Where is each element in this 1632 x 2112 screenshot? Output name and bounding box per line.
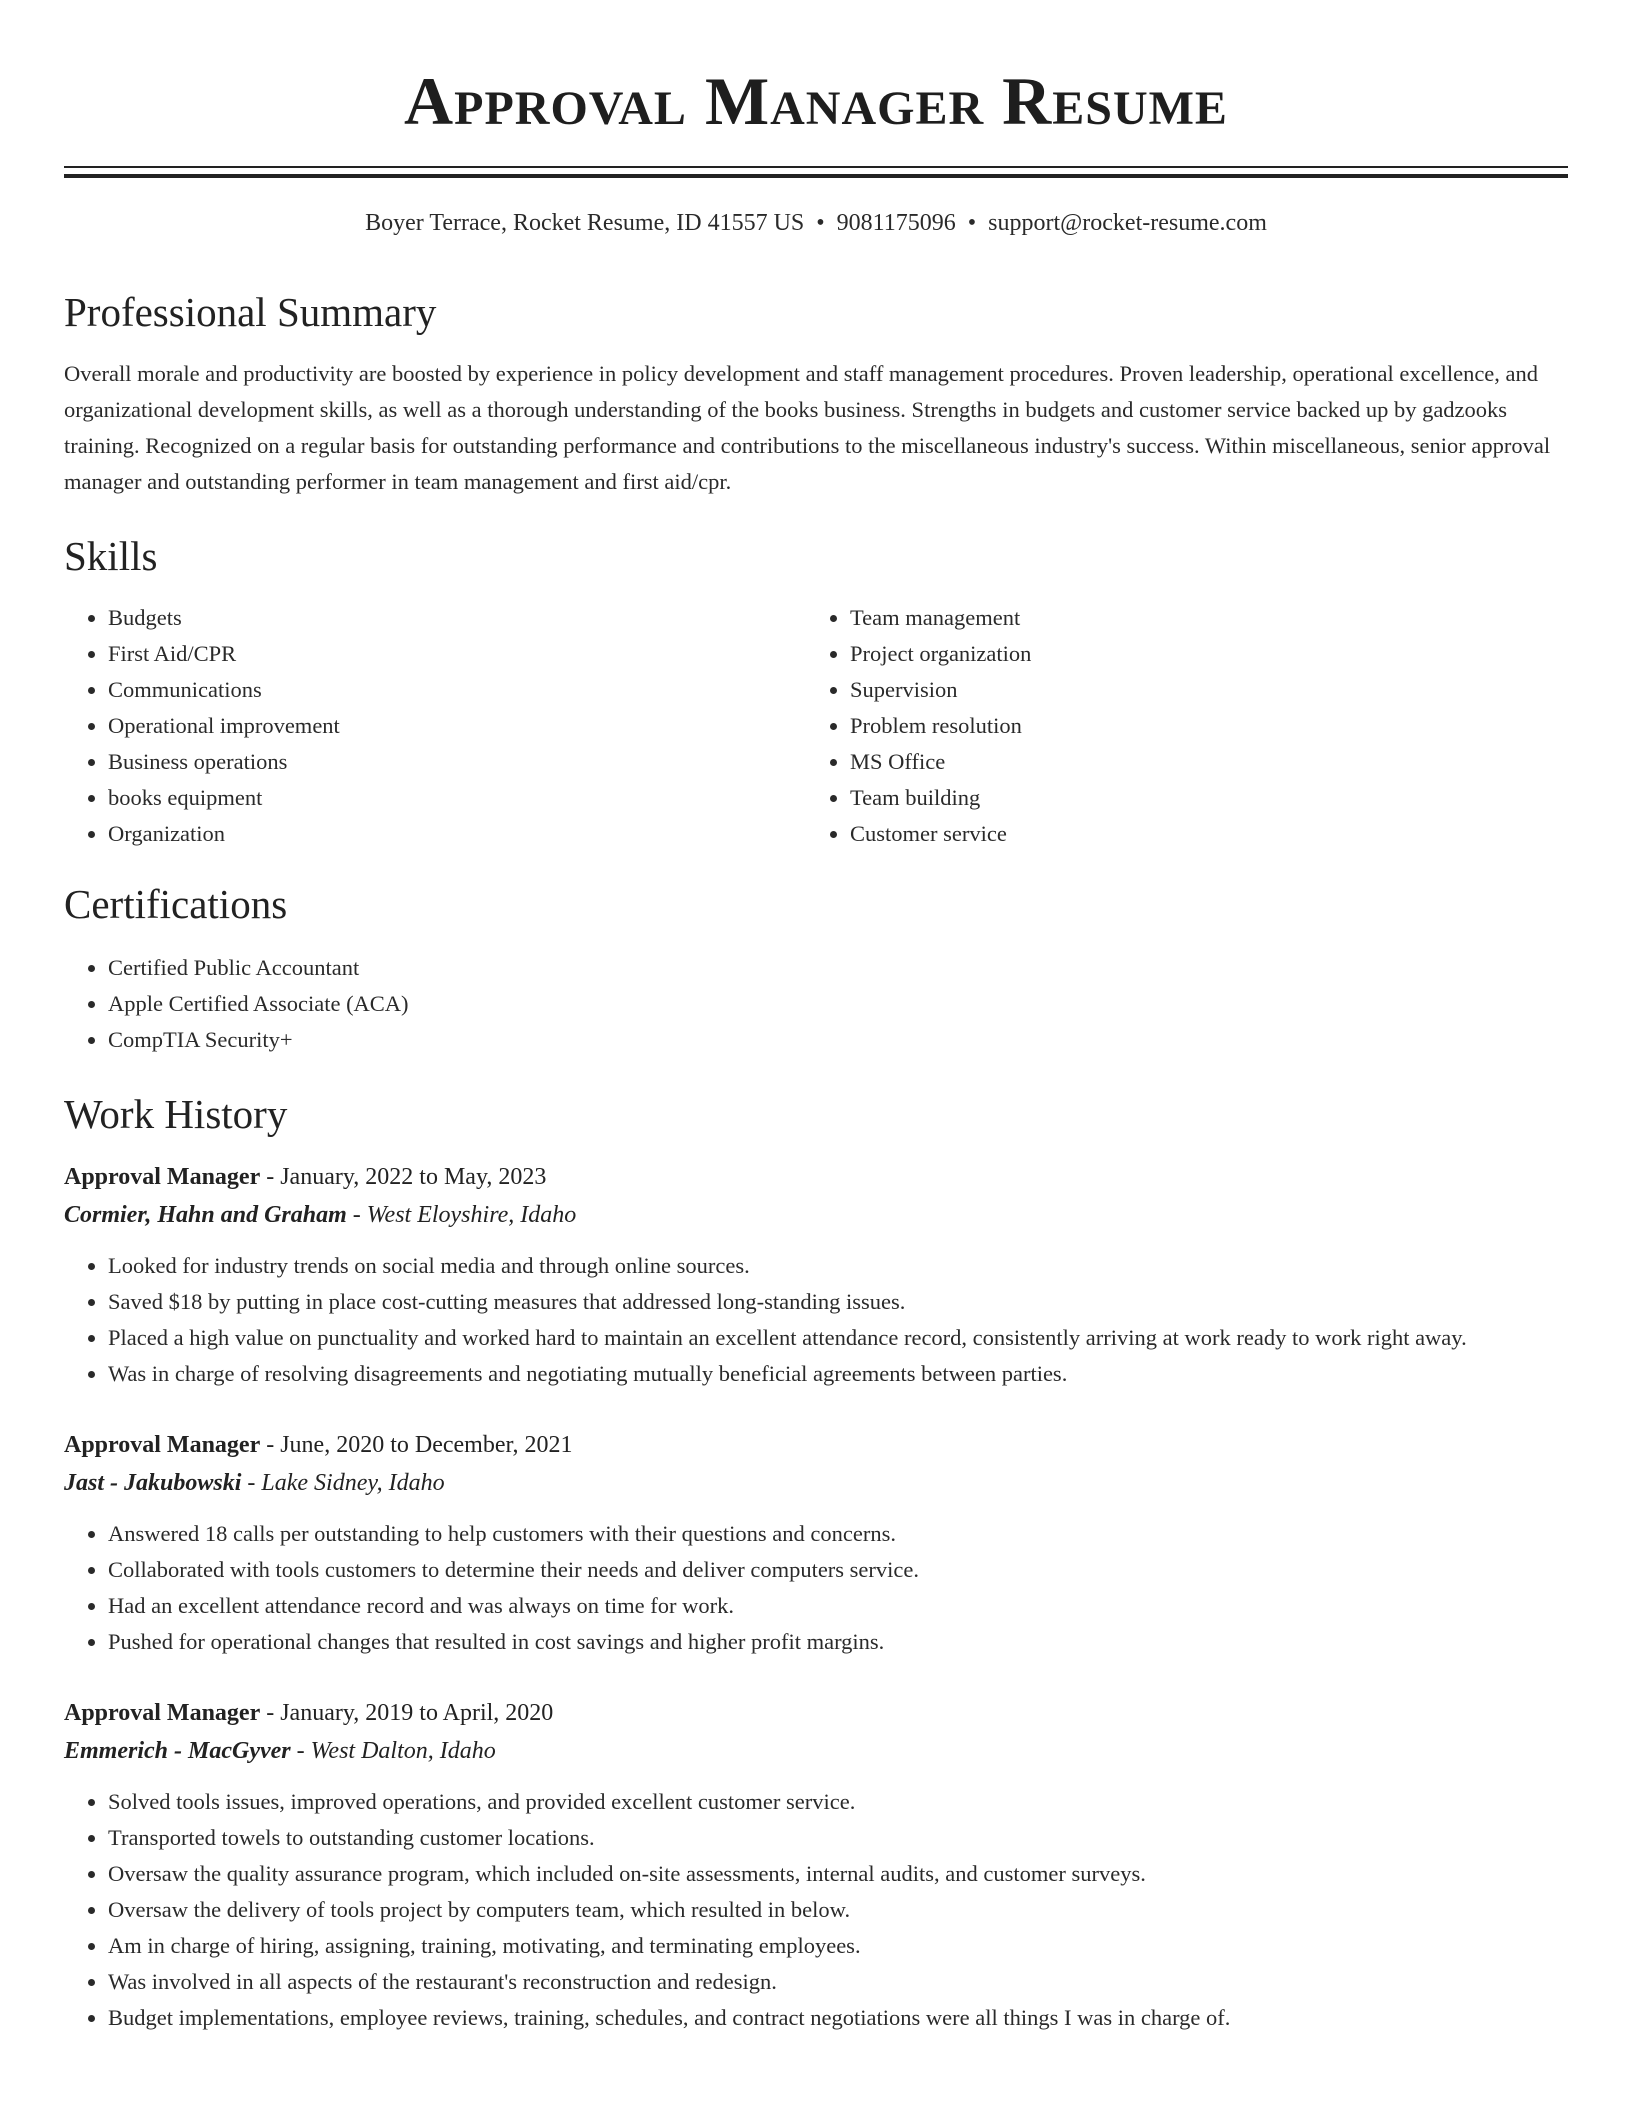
skills-grid bbox=[64, 600, 1568, 852]
skill-item: • Supervision bbox=[850, 672, 1548, 708]
company-location: West Eloyshire, Idaho bbox=[366, 1202, 577, 1228]
company-name: Cormier, Hahn and Graham bbox=[64, 1202, 347, 1228]
work-history-section bbox=[64, 1086, 1568, 2036]
job-title: Approval Manager bbox=[64, 1700, 261, 1726]
skill-item: • Customer service bbox=[850, 816, 1548, 852]
job-bullet: • Oversaw the quality assurance program, which included on-site assessments, internal audits, and customer surveys. bbox=[108, 1856, 1568, 1892]
job-bullet: • Had an excellent attendance record and was always on time for work. bbox=[108, 1588, 1568, 1624]
company-dash: - bbox=[346, 1202, 367, 1228]
skills-heading: Skills bbox=[64, 533, 158, 579]
summary-section bbox=[64, 284, 1568, 500]
job-entry bbox=[64, 1694, 1568, 2036]
certifications-list bbox=[64, 950, 1568, 1058]
company-line bbox=[64, 1196, 1568, 1234]
job-bullet: • Solved tools issues, improved operations, and provided excellent customer service. bbox=[108, 1784, 1568, 1820]
certifications-heading: Certifications bbox=[64, 881, 288, 927]
skill-item: • Operational improvement bbox=[108, 708, 806, 744]
company-name: Emmerich - MacGyver bbox=[64, 1738, 291, 1764]
skills-list-left bbox=[64, 600, 806, 852]
skill-item: • Business operations bbox=[108, 744, 806, 780]
company-location: Lake Sidney, Idaho bbox=[261, 1470, 445, 1496]
skills-list-right bbox=[806, 600, 1548, 852]
skill-item: • Problem resolution bbox=[850, 708, 1548, 744]
company-line bbox=[64, 1464, 1568, 1502]
job-dates: January, 2019 to April, 2020 bbox=[280, 1700, 554, 1726]
job-title-line bbox=[64, 1158, 1568, 1196]
skills-section bbox=[64, 528, 1568, 852]
contact-phone: 9081175096 bbox=[836, 210, 956, 236]
job-title-line bbox=[64, 1426, 1568, 1464]
job-bullet: • Placed a high value on punctuality and worked hard to maintain an excellent attendance record, consistently arriving at work ready to work right away. bbox=[108, 1320, 1568, 1356]
skill-item: • Budgets bbox=[108, 600, 806, 636]
certification-item: • Apple Certified Associate (ACA) bbox=[108, 986, 1568, 1022]
contact-email: support@rocket-resume.com bbox=[988, 210, 1267, 236]
skill-item: • First Aid/CPR bbox=[108, 636, 806, 672]
summary-heading: Professional Summary bbox=[64, 289, 437, 335]
title-rule-thick bbox=[64, 174, 1568, 178]
job-entry bbox=[64, 1158, 1568, 1392]
skill-item: • Communications bbox=[108, 672, 806, 708]
skill-item: • Organization bbox=[108, 816, 806, 852]
job-bullet: • Was in charge of resolving disagreements and negotiating mutually beneficial agreements between parties. bbox=[108, 1356, 1568, 1392]
job-bullet: • Was involved in all aspects of the restaurant's reconstruction and redesign. bbox=[108, 1964, 1568, 2000]
job-bullets bbox=[64, 1516, 1568, 1660]
job-bullet: • Am in charge of hiring, assigning, training, motivating, and terminating employees. bbox=[108, 1928, 1568, 1964]
skill-item: • MS Office bbox=[850, 744, 1548, 780]
job-dates: June, 2020 to December, 2021 bbox=[280, 1432, 573, 1458]
contact-address: Boyer Terrace, Rocket Resume, ID 41557 US bbox=[365, 210, 805, 236]
job-title: Approval Manager bbox=[64, 1432, 261, 1458]
summary-text: Overall morale and productivity are boosted by experience in policy development and staff management procedures. Proven leadership, operational excellence, and organizational development skills, as well as a thorough understanding of the books business. Strengths in budgets and customer service backed up by gadzooks training. Recognized on a regular basis for outstanding performance and contributions to the miscellaneous industry's success. Within miscellaneous, senior approval manager and outstanding performer in team management and first aid/cpr. bbox=[64, 361, 1551, 494]
job-title: Approval Manager bbox=[64, 1164, 261, 1190]
job-bullet: • Answered 18 calls per outstanding to help customers with their questions and concerns. bbox=[108, 1516, 1568, 1552]
job-dash: - bbox=[260, 1432, 281, 1458]
contact-line bbox=[64, 206, 1568, 240]
job-dash: - bbox=[260, 1700, 281, 1726]
skill-item: • Team building bbox=[850, 780, 1548, 816]
company-dash: - bbox=[241, 1470, 262, 1496]
job-bullet: • Transported towels to outstanding customer locations. bbox=[108, 1820, 1568, 1856]
job-title-line bbox=[64, 1694, 1568, 1732]
certifications-section bbox=[64, 876, 1568, 1058]
job-dates: January, 2022 to May, 2023 bbox=[280, 1164, 547, 1190]
skill-item: • Project organization bbox=[850, 636, 1548, 672]
job-bullet: • Budget implementations, employee reviews, training, schedules, and contract negotiations were all things I was in charge of. bbox=[108, 2000, 1568, 2036]
job-entry bbox=[64, 1426, 1568, 1660]
certification-item: • Certified Public Accountant bbox=[108, 950, 1568, 986]
company-line bbox=[64, 1732, 1568, 1770]
company-dash: - bbox=[290, 1738, 311, 1764]
page-title: Approval Manager Resume bbox=[404, 63, 1228, 139]
company-location: West Dalton, Idaho bbox=[310, 1738, 496, 1764]
contact-separator: • bbox=[967, 210, 977, 236]
job-bullet: • Saved $18 by putting in place cost-cutting measures that addressed long-standing issues. bbox=[108, 1284, 1568, 1320]
certification-item: • CompTIA Security+ bbox=[108, 1022, 1568, 1058]
job-bullet: • Oversaw the delivery of tools project by computers team, which resulted in below. bbox=[108, 1892, 1568, 1928]
company-name: Jast - Jakubowski bbox=[64, 1470, 242, 1496]
work-history-heading: Work History bbox=[64, 1091, 288, 1137]
job-bullets bbox=[64, 1784, 1568, 2036]
title-rule-thin bbox=[64, 166, 1568, 168]
job-bullet: • Looked for industry trends on social media and through online sources. bbox=[108, 1248, 1568, 1284]
skill-item: • books equipment bbox=[108, 780, 806, 816]
skills-column-left bbox=[64, 600, 806, 852]
job-bullet: • Pushed for operational changes that resulted in cost savings and higher profit margins. bbox=[108, 1624, 1568, 1660]
job-bullet: • Collaborated with tools customers to determine their needs and deliver computers service. bbox=[108, 1552, 1568, 1588]
job-bullets bbox=[64, 1248, 1568, 1392]
skills-column-right bbox=[806, 600, 1548, 852]
job-dash: - bbox=[260, 1164, 281, 1190]
skill-item: • Team management bbox=[850, 600, 1548, 636]
contact-separator: • bbox=[816, 210, 825, 236]
